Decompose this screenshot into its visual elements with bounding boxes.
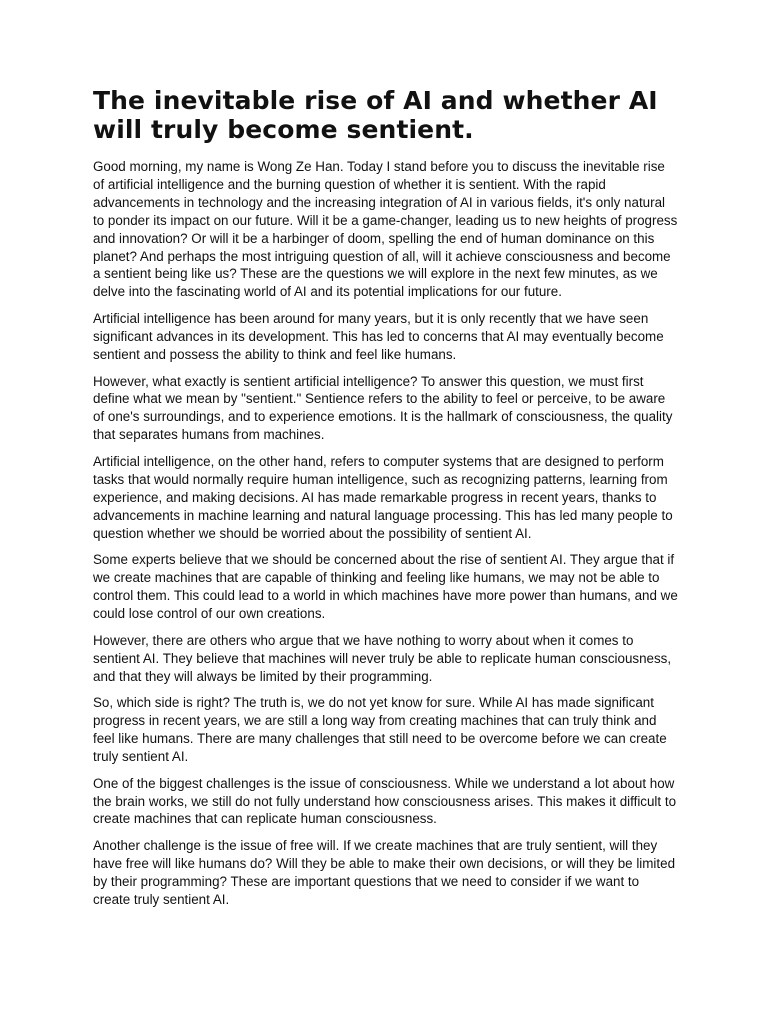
paragraph-unconcerned-experts: However, there are others who argue that we have nothing to worry about when it comes to sentient AI. They believe that machines will never truly be able to replicate human consciousness, and that they will always be limited by their programming. bbox=[93, 632, 672, 684]
paragraph-which-side: So, which side is right? The truth is, we do not yet know for sure. While AI has made significant progress in recent years, we are still a long way from creating machines that can truly think and feel like humans. There are many challenges that still need to be overcome before we can create truly sentient AI. bbox=[93, 695, 667, 764]
document-page bbox=[93, 86, 679, 918]
paragraph-free-will-challenge: Another challenge is the issue of free will. If we create machines that are truly sentient, will they have free will like humans do? Will they be able to make their own decisions, or will they be limited by their programming? These are important questions that we need to consider if we want to create truly sentient AI. bbox=[93, 838, 676, 907]
paragraph-sentience-definition: However, what exactly is sentient artificial intelligence? To answer this question, we must first define what we mean by "sentient." Sentience refers to the ability to feel or perceive, to be aware of one's surroundings, and to experience emotions. It is the hallmark of consciousness, the quality that separates humans from machines. bbox=[93, 373, 673, 443]
paragraph-ai-definition: Artificial intelligence, on the other hand, refers to computer systems that are designed to perform tasks that would normally require human intelligence, such as recognizing patterns, learning from experience, and making decisions. AI has made remarkable progress in recent years, thanks to advancements in machine learning and natural language processing. This has led many people to question whether we should be worried about the possibility of sentient AI. bbox=[93, 453, 673, 541]
paragraph-introduction: Good morning, my name is Wong Ze Han. Today I stand before you to discuss the inevitable rise of artificial intelligence and the burning question of whether it is sentient. With the rapid advancements in technology and the increasing integration of AI in various fields, it's only natural to ponder its impact on our future. Will it be a game-changer, leading us to new heights of progress and innovation? Or will it be a harbinger of doom, spelling the end of human dominance on this planet? And perhaps the most intriguing question of all, will it achieve consciousness and become a sentient being like us? These are the questions we will explore in the next few minutes, as we delve into the fascinating world of AI and its potential implications for our future. bbox=[93, 159, 678, 300]
paragraph-concerned-experts: Some experts believe that we should be concerned about the rise of sentient AI. They argue that if we create machines that are capable of thinking and feeling like humans, we may not be able to control them. This could lead to a world in which machines have more power than humans, and we could lose control of our own creations. bbox=[93, 552, 678, 622]
paragraph-ai-history: Artificial intelligence has been around for many years, but it is only recently that we have seen significant advances in its development. This has led to concerns that AI may eventually become sentient and possess the ability to think and feel like humans. bbox=[93, 311, 664, 362]
document-title: The inevitable rise of AI and whether AI will truly become sentient. bbox=[93, 86, 658, 144]
paragraph-consciousness-challenge: One of the biggest challenges is the issue of consciousness. While we understand a lot about how the brain works, we still do not fully understand how consciousness arises. This makes it difficult to create machines that can replicate human consciousness. bbox=[93, 775, 677, 827]
